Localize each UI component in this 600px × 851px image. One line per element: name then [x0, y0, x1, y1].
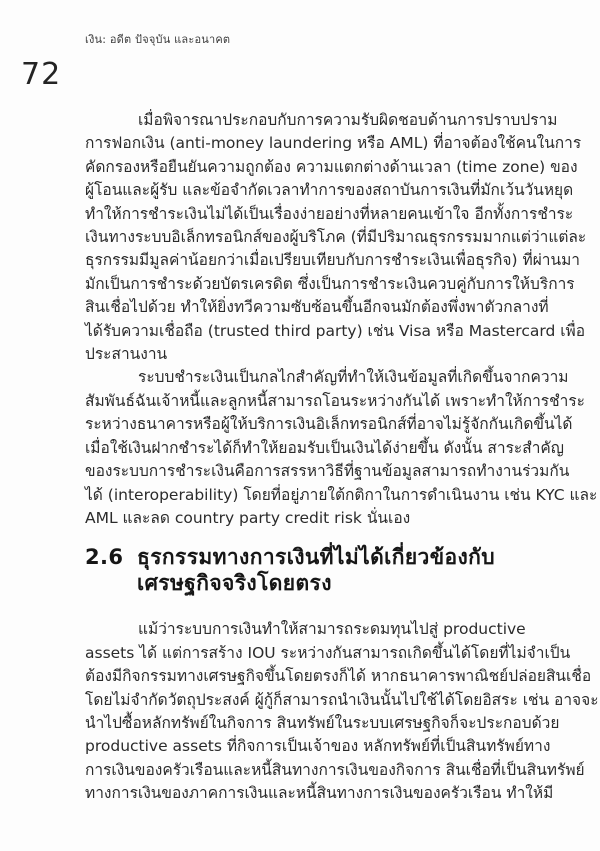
section-title-line-2: เศรษฐกิจจริงโดยตรง: [137, 571, 332, 596]
text-line: สัมพันธ์ฉันเจ้าหนี้และลูกหนี้สามารถโอนระหว่างกันได้ เพราะทำให้การชำระ: [85, 391, 586, 410]
section-title: [137, 544, 495, 596]
text-line: นำไปซื้อหลักทรัพย์ในกิจการ สินทรัพย์ในระบบเศรษฐกิจก็จะประกอบด้วย: [85, 713, 560, 732]
text-line: แม้ว่าระบบการเงินทำให้สามารถระดมทุนไปสู่ productive: [138, 620, 526, 639]
section-number: 2.6: [85, 545, 124, 570]
text-line: assets ได้ แต่การสร้าง IOU ระหว่างกันสามารถเกิดขึ้นได้โดยที่ไม่จำเป็น: [85, 643, 571, 662]
paragraph-productive-assets: [85, 618, 599, 805]
text-line: ได้ (interoperability) โดยที่อยู่ภายใต้กติกาในการดำเนินงาน เช่น KYC และ: [85, 485, 598, 504]
page-content: [85, 109, 599, 806]
paragraph-aml: [85, 109, 587, 366]
text-line: เงินทางระบบอิเล็กทรอนิกส์ของผู้บริโภค (ที่มีปริมาณธุรกรรมมากแต่ว่าแต่ละ: [85, 228, 587, 247]
text-line: ระหว่างธนาคารหรือผู้ให้บริการเงินอิเล็กทรอนิกส์ที่อาจไม่รู้จักกันเกิดขึ้นได้: [85, 415, 573, 434]
text-line: AML และลด country party credit risk นั่นเอง: [85, 508, 411, 527]
text-line: โดยไม่จำกัดวัตถุประสงค์ ผู้กู้ก็สามารถนำเงินนั้นไปใช้ได้โดยอิสระ เช่น อาจจะ: [85, 690, 599, 709]
text-line: สินเชื่อไปด้วย ทำให้ยิ่งทวีความซับซ้อนขึ้นอีกจนมักต้องพึ่งพาตัวกลางที่: [85, 298, 549, 317]
section-heading-2-6: [85, 544, 521, 596]
text-line: ระบบชำระเงินเป็นกลไกสำคัญที่ทำให้เงินข้อมูลที่เกิดขึ้นจากความ: [138, 368, 569, 387]
text-line: ผู้โอนและผู้รับ และข้อจำกัดเวลาทำการของสถาบันการเงินที่มักเว้นวันหยุด: [85, 181, 574, 200]
text-line: ของระบบการชำระเงินคือการสรรหาวิธีที่ฐานข้อมูลสามารถทำงานร่วมกัน: [85, 462, 570, 481]
text-line: มักเป็นการชำระด้วยบัตรเครดิต ซึ่งเป็นการชำระเงินควบคู่กับการให้บริการ: [85, 274, 575, 293]
text-line: คัดกรองหรือยืนยันความถูกต้อง ความแตกต่างด้านเวลา (time zone) ของ: [85, 157, 578, 176]
text-line: ต้องมีกิจกรรมทางเศรษฐกิจขึ้นโดยตรงก็ได้ หากธนาคารพาณิชย์ปล่อยสินเชื่อ: [85, 667, 592, 686]
text-line: การเงินของครัวเรือนและหนี้สินทางการเงินของกิจการ สินเชื่อที่เป็นสินทรัพย์: [85, 760, 585, 779]
paragraph-payment-system: [85, 366, 598, 530]
section-title-line-1: ธุรกรรมทางการเงินที่ไม่ได้เกี่ยวข้องกับ: [137, 545, 495, 570]
text-line: ทำให้การชำระเงินไม่ได้เป็นเรื่องง่ายอย่างที่หลายคนเข้าใจ อีกทั้งการชำระ: [85, 204, 574, 223]
text-line: ประสานงาน: [85, 345, 168, 364]
text-line: productive assets ที่กิจการเป็นเจ้าของ หลักทรัพย์ที่เป็นสินทรัพย์ทาง: [85, 737, 551, 756]
text-line: ธุรกรรมมีมูลค่าน้อยกว่าเมื่อเปรียบเทียบกับการชำระเงินเพื่อธุรกิจ) ที่ผ่านมา: [85, 251, 581, 270]
text-line: เมื่อใช้เงินฝากชำระได้ก็ทำให้ยอมรับเป็นเงินได้ง่ายขึ้น ดังนั้น สาระสำคัญ: [85, 438, 564, 457]
text-line: เมื่อพิจารณาประกอบกับการความรับผิดชอบด้านการปราบปราม: [138, 111, 558, 129]
text-line: ได้รับความเชื่อถือ (trusted third party) เช่น Visa หรือ Mastercard เพื่อ: [85, 321, 586, 340]
text-line: ทางการเงินของภาคการเงินและหนี้สินทางการเงินของครัวเรือน ทำให้มี: [85, 784, 554, 803]
page-number: 72: [21, 57, 62, 92]
text-line: การฟอกเงิน (anti-money laundering หรือ AML) ที่อาจต้องใช้คนในการ: [85, 134, 582, 153]
running-header: เงิน: อดีต ปัจจุบัน และอนาคต: [85, 33, 231, 46]
